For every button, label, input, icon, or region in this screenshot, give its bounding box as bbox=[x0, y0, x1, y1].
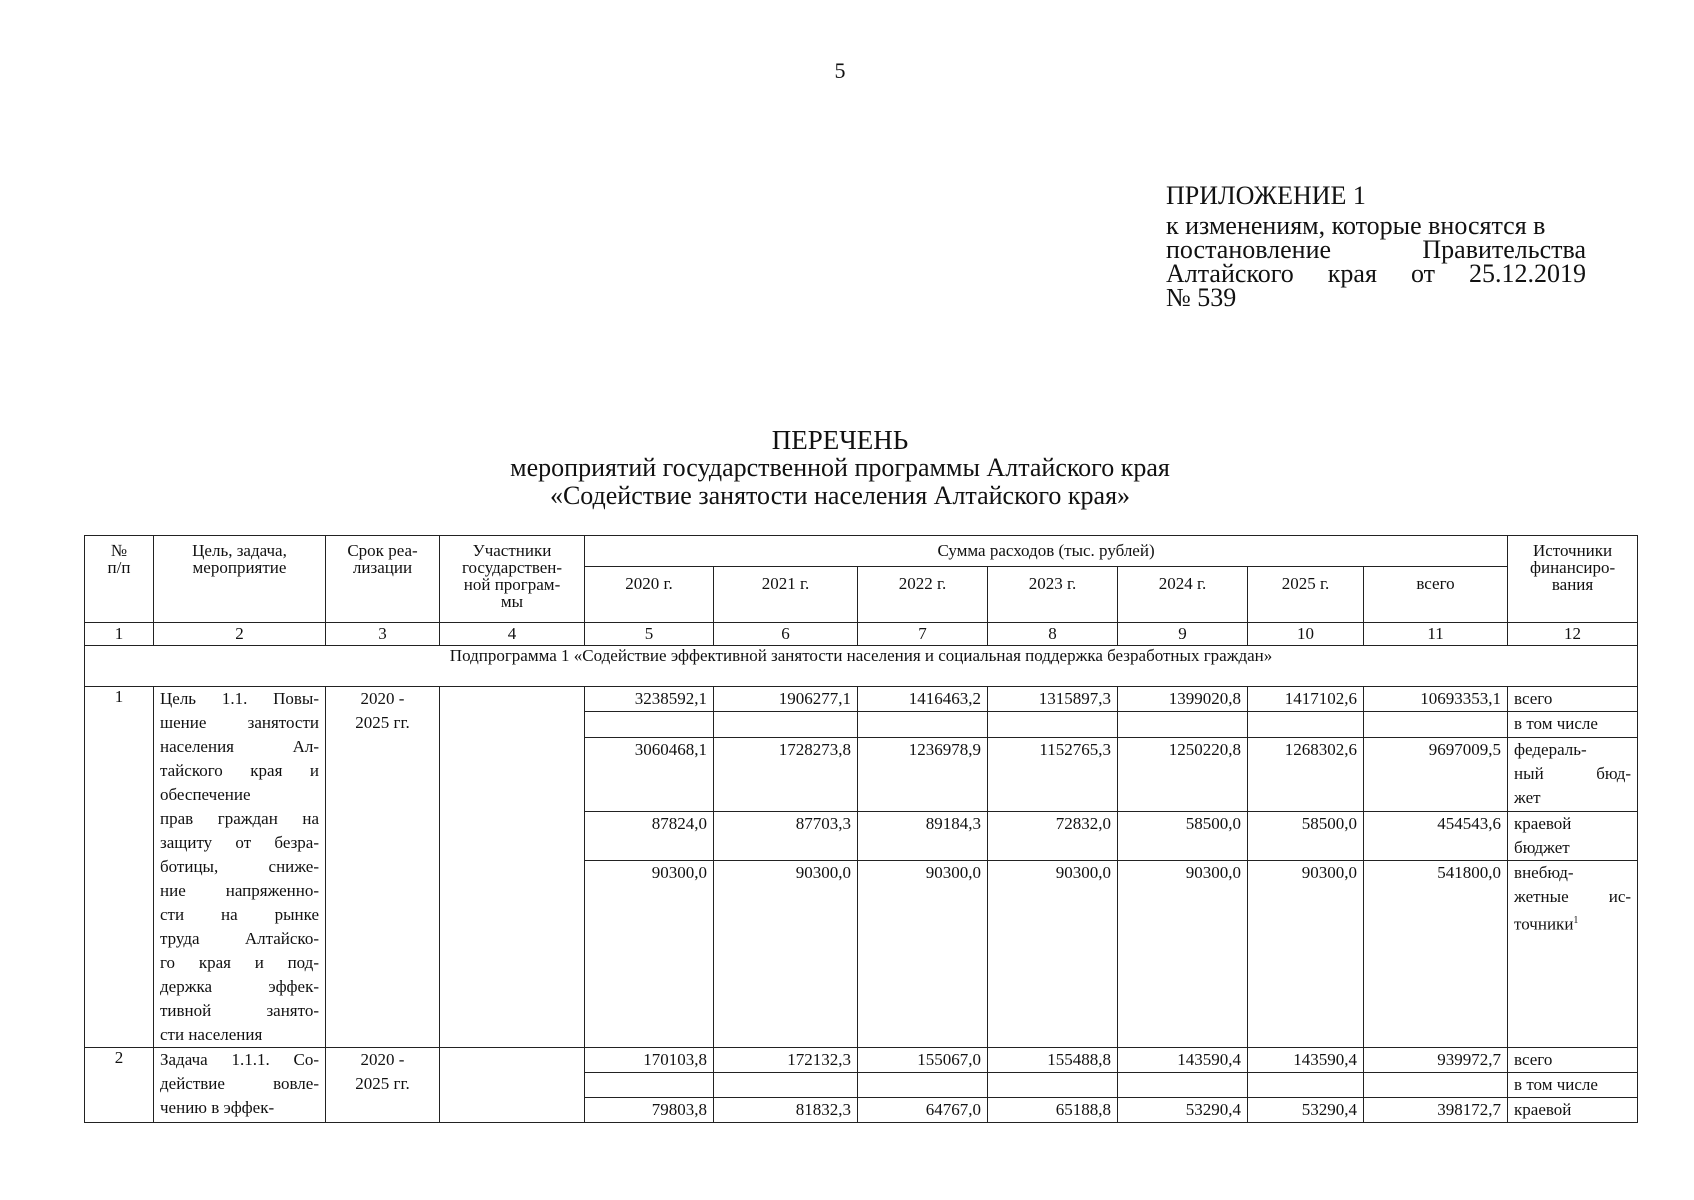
row-participants bbox=[440, 687, 585, 1048]
row-value: 1250220,8 bbox=[1118, 737, 1248, 811]
row-value: 1906277,1 bbox=[714, 687, 858, 712]
row-value: 79803,8 bbox=[585, 1098, 714, 1123]
row-term bbox=[326, 1048, 440, 1123]
header-year: 2022 г. bbox=[858, 567, 988, 623]
title-line-2: мероприятий государственной программы Алтайского края bbox=[510, 453, 1170, 482]
goal-line: тайского края и bbox=[160, 761, 319, 780]
source-line: федераль- bbox=[1514, 739, 1587, 759]
appendix-word: Алтайского bbox=[1166, 259, 1294, 288]
term-line: 2025 гг. bbox=[355, 713, 410, 732]
row-value: 398172,7 bbox=[1364, 1098, 1508, 1123]
row-value: 1315897,3 bbox=[988, 687, 1118, 712]
row-source bbox=[1508, 737, 1638, 811]
row-value bbox=[585, 1073, 714, 1098]
row-value bbox=[858, 712, 988, 737]
goal-line: населения Ал- bbox=[160, 737, 319, 756]
row-value bbox=[1248, 712, 1364, 737]
row-value: 9697009,5 bbox=[1364, 737, 1508, 811]
row-source bbox=[1508, 1073, 1638, 1098]
source-line: в том числе bbox=[1514, 1075, 1598, 1094]
header-year: 2024 г. bbox=[1118, 567, 1248, 623]
source-line: краевой bbox=[1514, 813, 1572, 833]
header-num: № п/п bbox=[85, 536, 154, 623]
source-line: в том числе bbox=[1514, 714, 1598, 734]
row-value: 89184,3 bbox=[858, 811, 988, 861]
row-value: 1152765,3 bbox=[988, 737, 1118, 811]
table-row bbox=[85, 1048, 1638, 1073]
row-value bbox=[1118, 1073, 1248, 1098]
source-line: жет bbox=[1514, 787, 1541, 807]
goal-line: обеспечение bbox=[160, 785, 251, 804]
row-value bbox=[1364, 1073, 1508, 1098]
row-value bbox=[714, 712, 858, 737]
row-value: 65188,8 bbox=[988, 1098, 1118, 1123]
header-year: 2020 г. bbox=[585, 567, 714, 623]
column-number: 8 bbox=[988, 623, 1118, 646]
table-row bbox=[85, 687, 1638, 712]
row-value: 64767,0 bbox=[858, 1098, 988, 1123]
row-value: 155067,0 bbox=[858, 1048, 988, 1073]
title-main: ПЕРЕЧЕНЬ bbox=[771, 425, 909, 455]
header-year: всего bbox=[1364, 567, 1508, 623]
row-source bbox=[1508, 712, 1638, 737]
row-value bbox=[1364, 712, 1508, 737]
row-value: 3238592,1 bbox=[585, 687, 714, 712]
header-row bbox=[85, 536, 1638, 567]
goal-line: ботицы, сниже- bbox=[160, 857, 319, 876]
source-line: жетные ис- bbox=[1514, 887, 1632, 907]
goal-line: защиту от безра- bbox=[160, 833, 319, 852]
row-value bbox=[714, 1073, 858, 1098]
row-value: 53290,4 bbox=[1248, 1098, 1364, 1123]
row-value: 87703,3 bbox=[714, 811, 858, 861]
row-source bbox=[1508, 1048, 1638, 1073]
goal-line: прав граждан на bbox=[160, 809, 319, 828]
goal-line: Цель 1.1. Повы- bbox=[160, 689, 319, 708]
row-value bbox=[1118, 712, 1248, 737]
column-number: 10 bbox=[1248, 623, 1364, 646]
row-value: 90300,0 bbox=[988, 861, 1118, 1048]
row-value: 143590,4 bbox=[1248, 1048, 1364, 1073]
row-value: 90300,0 bbox=[1118, 861, 1248, 1048]
term-line: 2020 - bbox=[360, 689, 405, 708]
page-number: 5 bbox=[834, 58, 846, 83]
subprogram-row bbox=[85, 646, 1638, 687]
row-value: 53290,4 bbox=[1118, 1098, 1248, 1123]
appendix-word: 25.12.2019 bbox=[1468, 259, 1586, 288]
source-line: ный бюд- bbox=[1514, 763, 1632, 783]
title-line-3: «Содействие занятости населения Алтайского края» bbox=[549, 481, 1131, 510]
row-source bbox=[1508, 861, 1638, 1048]
row-value: 541800,0 bbox=[1364, 861, 1508, 1048]
footnote-marker: 1 bbox=[1573, 915, 1579, 927]
activities-table bbox=[84, 535, 1638, 1123]
row-value bbox=[858, 1073, 988, 1098]
header-year: 2023 г. bbox=[988, 567, 1118, 623]
column-number: 6 bbox=[714, 623, 858, 646]
row-value: 1417102,6 bbox=[1248, 687, 1364, 712]
row-source bbox=[1508, 687, 1638, 712]
row-value: 1728273,8 bbox=[714, 737, 858, 811]
row-value: 155488,8 bbox=[988, 1048, 1118, 1073]
row-value: 454543,6 bbox=[1364, 811, 1508, 861]
row-value: 172132,3 bbox=[714, 1048, 858, 1073]
goal-line: го края и под- bbox=[160, 953, 319, 972]
header-participants: Участники государствен- ной програм- мы bbox=[440, 536, 585, 623]
header-term: Срок реа- лизации bbox=[326, 536, 440, 623]
row-value: 143590,4 bbox=[1118, 1048, 1248, 1073]
header-goal: Цель, задача, мероприятие bbox=[154, 536, 326, 623]
row-source bbox=[1508, 1098, 1638, 1123]
row-goal bbox=[154, 687, 326, 1048]
column-number: 12 bbox=[1508, 623, 1638, 646]
column-number: 11 bbox=[1364, 623, 1508, 646]
goal-line: сти на рынке bbox=[160, 905, 319, 924]
goal-line: тивной занято- bbox=[160, 1001, 319, 1020]
row-value: 1399020,8 bbox=[1118, 687, 1248, 712]
source-line: точники$^1$ bbox=[1514, 915, 1579, 935]
appendix-lines bbox=[1166, 211, 1586, 312]
appendix-word: края bbox=[1327, 259, 1377, 288]
header-sum: Сумма расходов (тыс. рублей) bbox=[585, 536, 1508, 567]
appendix-word: Правительства bbox=[1422, 235, 1586, 264]
row-term bbox=[326, 687, 440, 1048]
source-line: бюджет bbox=[1514, 837, 1570, 857]
source-line: внебюд- bbox=[1514, 863, 1574, 883]
column-numbers-row bbox=[85, 623, 1638, 646]
document-title bbox=[300, 426, 1380, 510]
appendix-word: к изменениям, которые вносятся в bbox=[1166, 211, 1546, 240]
row-value: 90300,0 bbox=[858, 861, 988, 1048]
term-line: 2025 гг. bbox=[355, 1074, 410, 1093]
row-value: 58500,0 bbox=[1118, 811, 1248, 861]
row-number: 2 bbox=[85, 1048, 154, 1123]
source-line: краевой bbox=[1514, 1100, 1572, 1119]
row-value bbox=[988, 712, 1118, 737]
column-number: 7 bbox=[858, 623, 988, 646]
row-value: 58500,0 bbox=[1248, 811, 1364, 861]
column-number: 1 bbox=[85, 623, 154, 646]
row-value: 90300,0 bbox=[714, 861, 858, 1048]
row-value: 3060468,1 bbox=[585, 737, 714, 811]
row-value bbox=[988, 1073, 1118, 1098]
subprogram-title: Подпрограмма 1 «Содействие эффективной занятости населения и социальная поддержка безработных граждан» bbox=[85, 646, 1638, 687]
row-value: 170103,8 bbox=[585, 1048, 714, 1073]
header-year: 2021 г. bbox=[714, 567, 858, 623]
goal-line: ние напряженно- bbox=[160, 881, 319, 900]
row-value bbox=[585, 712, 714, 737]
table-body bbox=[85, 623, 1638, 1123]
row-source bbox=[1508, 811, 1638, 861]
row-value: 10693353,1 bbox=[1364, 687, 1508, 712]
goal-line: шение занятости bbox=[160, 713, 319, 732]
row-number: 1 bbox=[85, 687, 154, 1048]
column-number: 3 bbox=[326, 623, 440, 646]
header-sources: Источники финансиро- вания bbox=[1508, 536, 1638, 623]
row-value: 90300,0 bbox=[585, 861, 714, 1048]
row-value: 1236978,9 bbox=[858, 737, 988, 811]
row-goal bbox=[154, 1048, 326, 1123]
term-line: 2020 - bbox=[360, 1050, 405, 1069]
goal-line: держка эффек- bbox=[160, 977, 319, 996]
appendix-title: ПРИЛОЖЕНИЕ 1 bbox=[1166, 181, 1366, 210]
goal-line: Задача 1.1.1. Со- bbox=[160, 1050, 319, 1069]
row-value: 72832,0 bbox=[988, 811, 1118, 861]
column-number: 9 bbox=[1118, 623, 1248, 646]
goal-line: чению в эффек- bbox=[160, 1098, 275, 1117]
appendix-block bbox=[1166, 181, 1586, 312]
source-line: всего bbox=[1514, 1050, 1553, 1069]
row-value: 939972,7 bbox=[1364, 1048, 1508, 1073]
goal-line: труда Алтайско- bbox=[160, 929, 319, 948]
row-value: 90300,0 bbox=[1248, 861, 1364, 1048]
goal-line: действие вовле- bbox=[160, 1074, 319, 1093]
row-participants bbox=[440, 1048, 585, 1123]
column-number: 2 bbox=[154, 623, 326, 646]
appendix-word: от bbox=[1410, 259, 1435, 288]
source-line: всего bbox=[1514, 689, 1553, 708]
row-value: 1268302,6 bbox=[1248, 737, 1364, 811]
header-year: 2025 г. bbox=[1248, 567, 1364, 623]
goal-line: сти населения bbox=[160, 1025, 263, 1044]
row-value bbox=[1248, 1073, 1364, 1098]
appendix-word: № 539 bbox=[1166, 283, 1237, 312]
row-value: 81832,3 bbox=[714, 1098, 858, 1123]
row-value: 87824,0 bbox=[585, 811, 714, 861]
column-number: 4 bbox=[440, 623, 585, 646]
appendix-word: постановление bbox=[1166, 235, 1332, 264]
row-value: 1416463,2 bbox=[858, 687, 988, 712]
appendix-line bbox=[1166, 283, 1586, 312]
column-number: 5 bbox=[585, 623, 714, 646]
